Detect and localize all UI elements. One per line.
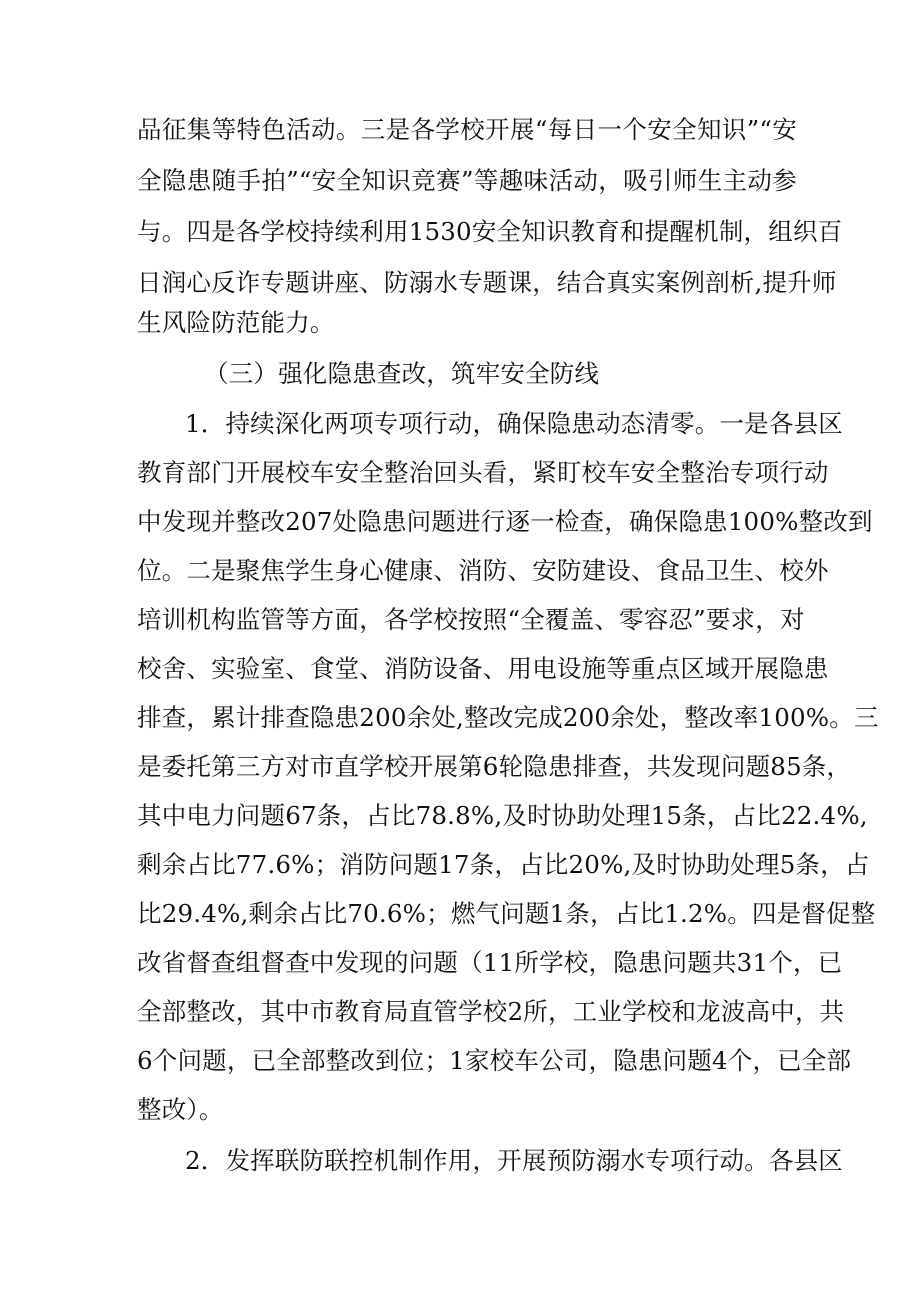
text-line: 校舍、实验室、食堂、消防设备、用电设施等重点区域开展隐患 bbox=[137, 654, 829, 683]
text-line: 品征集等特色活动。三是各学校开展“每日一个安全知识”“安 bbox=[137, 115, 797, 144]
text-line: 6个问题，已全部整改到位；1家校车公司，隐患问题4个，已全部 bbox=[137, 1046, 852, 1075]
text-line: 全隐患随手拍”“安全知识竞赛”等趣味活动，吸引师生主动参 bbox=[137, 166, 797, 195]
text-line: 与。四是各学校持续利用1530安全知识教育和提醒机制，组织百 bbox=[137, 217, 843, 246]
text-line: 位。二是聚焦学生身心健康、消防、安防建设、食品卫生、校外 bbox=[137, 556, 829, 585]
text-line: 生风险防范能力。 bbox=[137, 308, 335, 337]
text-line: 是委托第三方对市直学校开展第6轮隐患排查，共发现问题85条， bbox=[137, 752, 852, 781]
text-line: 整改）。 bbox=[137, 1095, 224, 1124]
text-line: 教育部门开展校车安全整治回头看，紧盯校车安全整治专项行动 bbox=[137, 458, 829, 487]
text-line: 排查，累计排查隐患200余处,整改完成200余处，整改率100%。三 bbox=[137, 703, 879, 732]
text-line: 比29.4%,剩余占比70.6%；燃气问题1条，占比1.2%。四是督促整 bbox=[137, 899, 876, 928]
numbered-paragraph-start: 2．发挥联防联控机制作用，开展预防溺水专项行动。各县区 bbox=[185, 1146, 843, 1175]
numbered-paragraph-start: 1．持续深化两项专项行动，确保隐患动态清零。一是各县区 bbox=[185, 409, 843, 438]
text-line: 剩余占比77.6%；消防问题17条，占比20%,及时协助处理5条，占 bbox=[137, 850, 870, 879]
section-heading: （三）强化隐患查改，筑牢安全防线 bbox=[204, 359, 600, 388]
text-line: 改省督查组督查中发现的问题（11所学校，隐患问题共31个，已 bbox=[137, 948, 843, 977]
text-line: 培训机构监管等方面，各学校按照“全覆盖、零容忍”要求，对 bbox=[137, 605, 805, 634]
text-line: 其中电力问题67条，占比78.8%,及时协助处理15条，占比22.4%, bbox=[137, 801, 868, 830]
text-line: 日润心反诈专题讲座、防溺水专题课，结合真实案例剖析,提升师 bbox=[137, 268, 837, 297]
text-line: 中发现并整改207处隐患问题进行逐一检查，确保隐患100%整改到 bbox=[137, 507, 873, 536]
text-line: 全部整改，其中市教育局直管学校2所，工业学校和龙波高中，共 bbox=[137, 997, 845, 1026]
